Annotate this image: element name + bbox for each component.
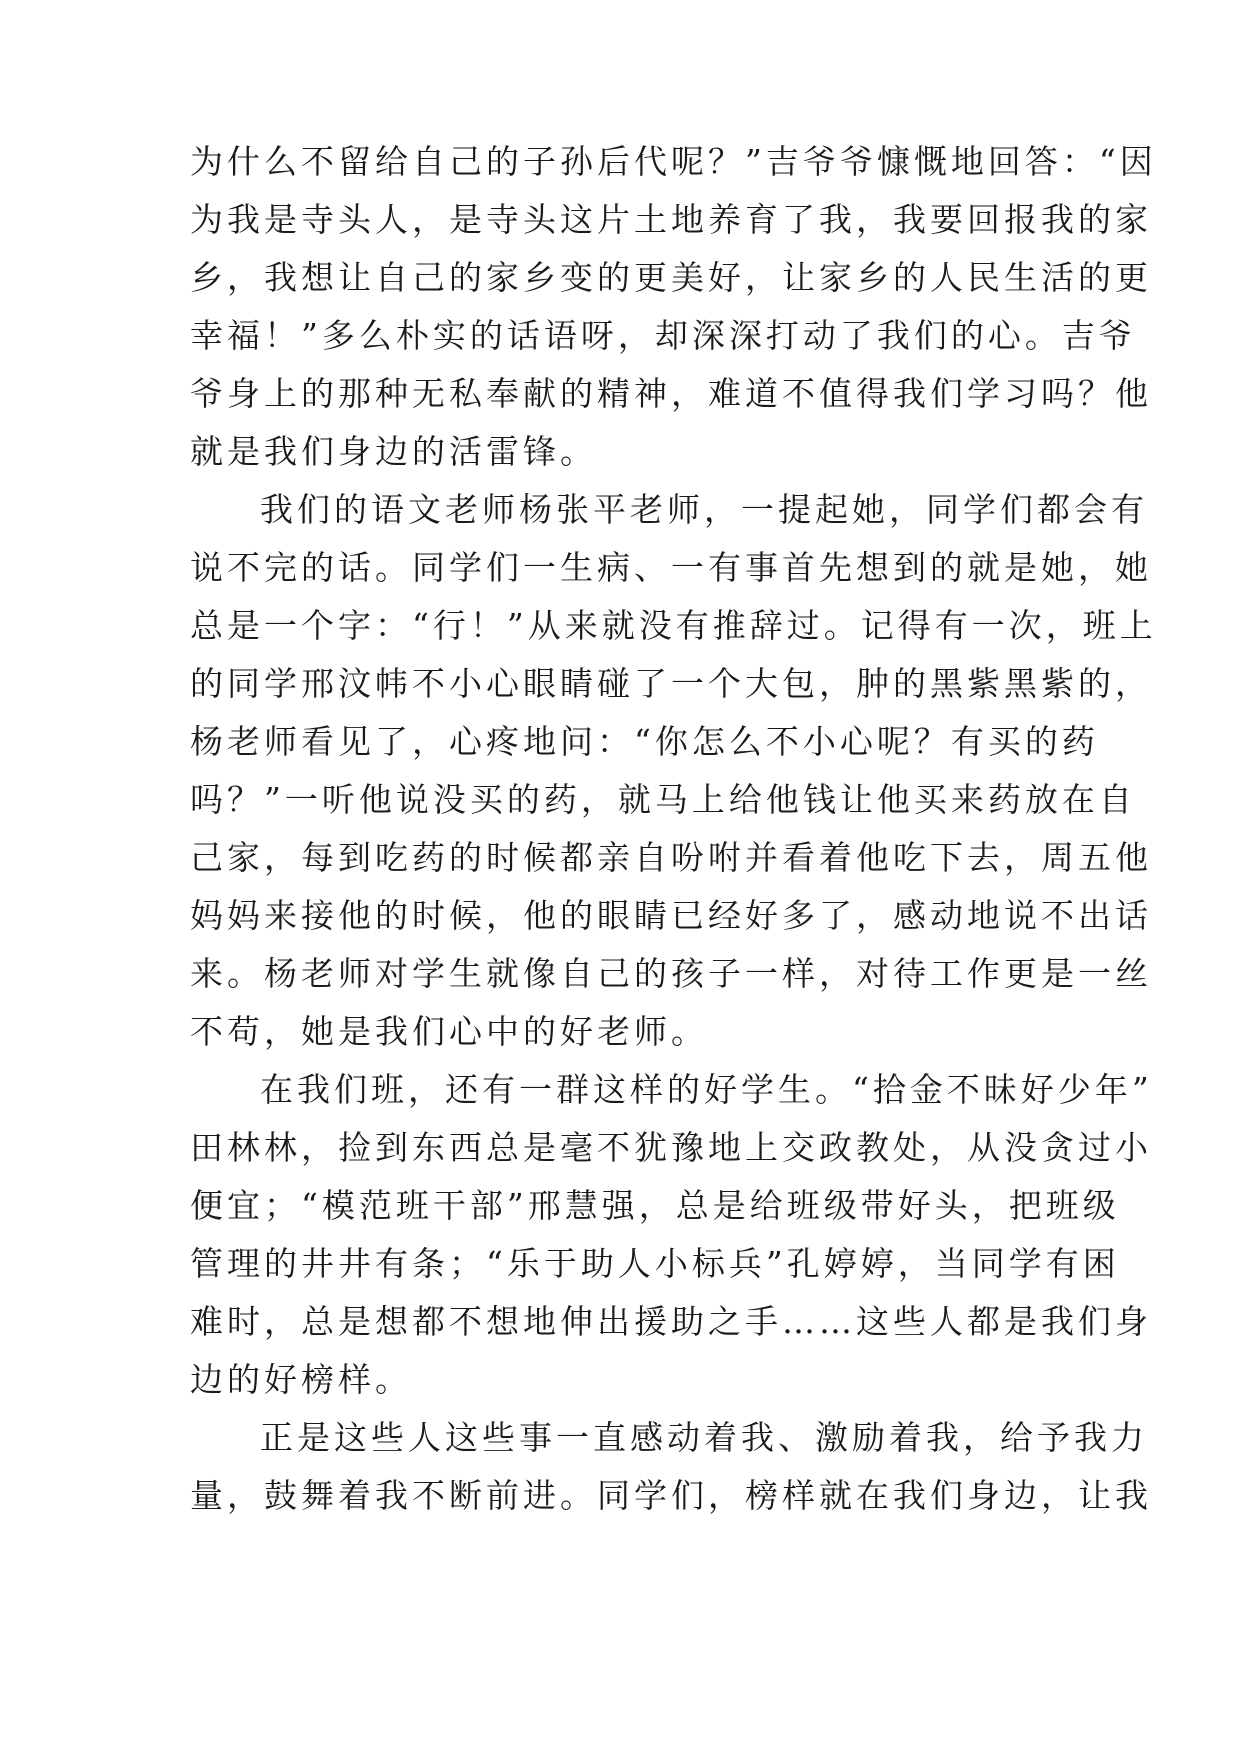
text-line: 杨老师看见了，心疼地问：“你怎么不小心呢？有买的药 [190, 722, 1099, 761]
text-line: 乡，我想让自己的家乡变的更美好，让家乡的人民生活的更 [190, 258, 1152, 297]
text-line: 不苟，她是我们心中的好老师。 [190, 1012, 708, 1051]
text-line: 总是一个字：“行！”从来就没有推辞过。记得有一次，班上 [190, 606, 1157, 645]
text-line: 爷身上的那种无私奉献的精神，难道不值得我们学习吗？他 [190, 374, 1152, 413]
text-line: 己家，每到吃药的时候都亲自吩咐并看着他吃下去，周五他 [190, 838, 1152, 877]
text-line: 说不完的话。同学们一生病、一有事首先想到的就是她，她 [190, 548, 1152, 587]
text-line: 为我是寺头人，是寺头这片土地养育了我，我要回报我的家 [190, 200, 1152, 239]
text-line: 边的好榜样。 [190, 1360, 412, 1399]
text-line: 幸福！”多么朴实的话语呀，却深深打动了我们的心。吉爷 [190, 316, 1136, 355]
text-line: 为什么不留给自己的子孙后代呢？”吉爷爷慷慨地回答：“因 [190, 142, 1157, 181]
text-line: 来。杨老师对学生就像自己的孩子一样，对待工作更是一丝 [190, 954, 1152, 993]
text-line: 的同学邢汶帏不小心眼睛碰了一个大包，肿的黑紫黑紫的， [190, 664, 1152, 703]
text-line: 量，鼓舞着我不断前进。同学们，榜样就在我们身边，让我 [190, 1476, 1152, 1515]
text-line: 管理的井井有条；“乐于助人小标兵”孔婷婷，当同学有困 [190, 1244, 1120, 1283]
text-line: 妈妈来接他的时候，他的眼睛已经好多了，感动地说不出话 [190, 896, 1152, 935]
text-line: 便宜；“模范班干部”邢慧强，总是给班级带好头，把班级 [190, 1186, 1120, 1225]
text-line: 在我们班，还有一群这样的好学生。“拾金不昧好少年” [260, 1070, 1153, 1109]
text-line: 难时，总是想都不想地伸出援助之手……这些人都是我们身 [190, 1302, 1152, 1341]
body-text [190, 133, 1157, 1525]
text-line: 就是我们身边的活雷锋。 [190, 432, 597, 471]
text-line: 吗？”一听他说没买的药，就马上给他钱让他买来药放在自 [190, 780, 1136, 819]
text-line: 田林林，捡到东西总是毫不犹豫地上交政教处，从没贪过小 [190, 1128, 1152, 1167]
text-line: 我们的语文老师杨张平老师，一提起她，同学们都会有 [260, 490, 1148, 529]
text-line: 正是这些人这些事一直感动着我、激励着我，给予我力 [260, 1418, 1148, 1457]
